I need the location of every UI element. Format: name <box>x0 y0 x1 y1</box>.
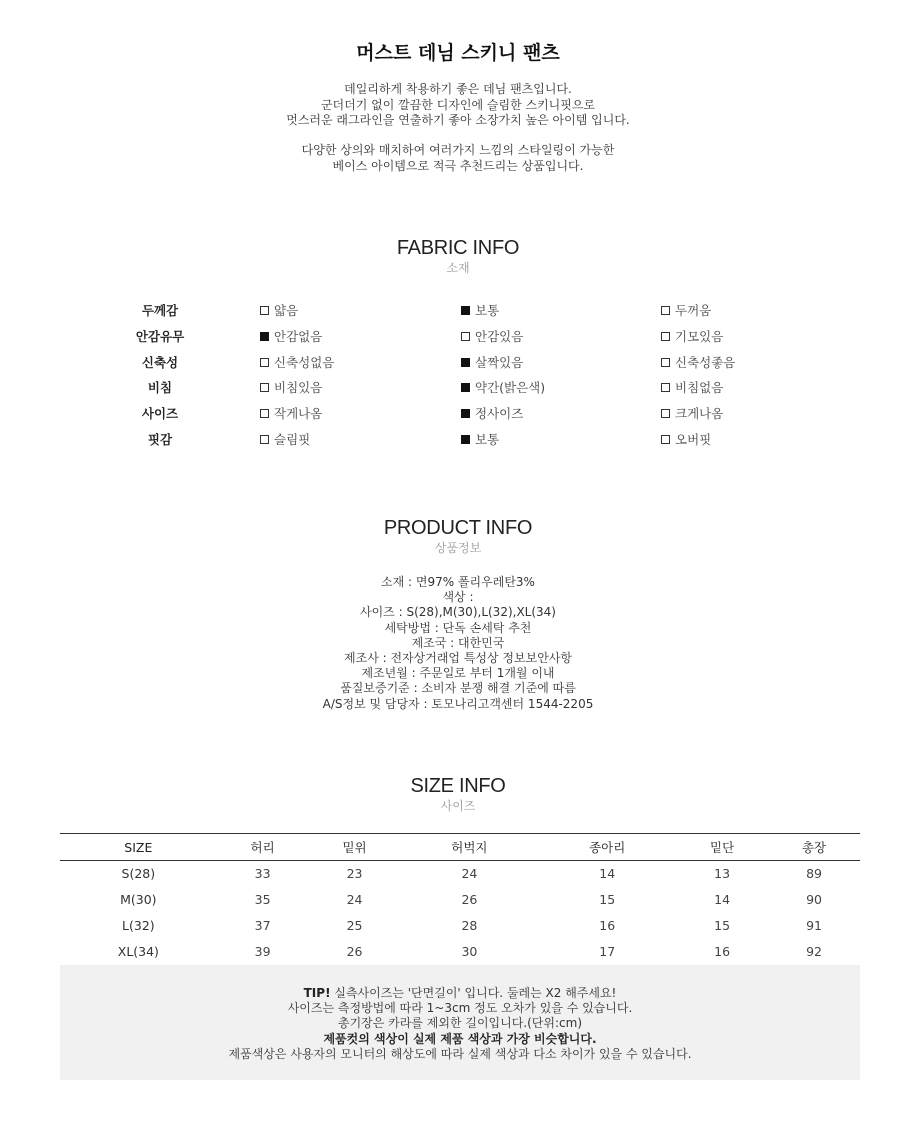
fabric-row <box>0 375 916 401</box>
table-row <box>60 913 860 939</box>
fabric-option-label: 슬림핏 <box>274 431 311 447</box>
product-info-line: 사이즈 : S(28),M(30),L(32),XL(34) <box>360 605 556 620</box>
fabric-option-label: 오버핏 <box>675 431 712 447</box>
measure-cell: 30 <box>461 944 478 959</box>
fabric-label: 두께감 <box>141 303 179 318</box>
size-header-cell: 밑위 <box>309 834 401 861</box>
fabric-option <box>461 353 523 371</box>
product-info-line: 소재 : 면97% 폴리우레탄3% <box>381 575 535 589</box>
measure-cell: 14 <box>714 892 731 907</box>
fabric-option-label: 비침있음 <box>274 380 323 396</box>
fabric-option <box>661 430 711 448</box>
fabric-label: 핏감 <box>147 431 173 447</box>
measure-cell: 28 <box>461 918 478 933</box>
measure-cell: 92 <box>806 944 822 959</box>
size-header-cell: 허리 <box>217 834 309 861</box>
size-header-cell: SIZE <box>60 834 217 861</box>
product-info-line: 제조사 : 전자상거래업 특성상 정보보안사항 <box>344 651 572 666</box>
empty-box-icon <box>461 332 470 341</box>
fabric-option-label: 보통 <box>475 431 500 447</box>
fabric-option-label: 안감없음 <box>274 328 323 344</box>
product-info-line: 품질보증기준 : 소비자 분쟁 해결 기준에 따름 <box>340 681 576 696</box>
fabric-option <box>461 430 499 448</box>
size-tip-box <box>60 965 860 1080</box>
table-row <box>60 861 860 887</box>
empty-box-icon <box>661 435 670 444</box>
measure-cell: 17 <box>599 944 616 959</box>
size-table-header-row <box>60 834 860 861</box>
empty-box-icon <box>661 332 670 341</box>
size-header-cell: 종아리 <box>538 834 676 861</box>
empty-box-icon <box>260 306 269 315</box>
tip-line <box>60 1032 860 1047</box>
measure-cell: 24 <box>461 866 478 882</box>
fabric-label: 사이즈 <box>141 406 179 422</box>
product-title: 머스트 데님 스키니 팬츠 <box>356 42 560 64</box>
measure-cell: 33 <box>254 866 271 882</box>
product-info-line: 세탁방법 : 단독 손세탁 추천 <box>384 620 532 635</box>
empty-box-icon <box>260 409 269 418</box>
fabric-option-label: 약간(밝은색) <box>475 380 546 396</box>
checked-box-icon <box>461 358 470 367</box>
checked-box-icon <box>461 409 470 418</box>
section-title: PRODUCT INFO <box>383 517 533 539</box>
fabric-option-label: 작게나옴 <box>274 406 323 422</box>
intro-line: 다양한 상의와 매치하여 여러가지 느낌의 스타일링이 가능한 <box>301 143 615 157</box>
fabric-info-heading <box>0 237 916 276</box>
empty-box-icon <box>260 383 269 392</box>
measure-cell: 23 <box>346 866 363 882</box>
empty-box-icon <box>661 358 670 367</box>
size-header-cell: 밑단 <box>676 834 768 861</box>
empty-box-icon <box>260 358 269 367</box>
fabric-option <box>661 353 735 371</box>
table-row <box>60 939 860 965</box>
tip-line <box>60 986 860 1001</box>
section-subtitle: 사이즈 <box>440 799 476 813</box>
fabric-row <box>0 427 916 453</box>
size-cell: S(28) <box>121 866 156 882</box>
fabric-option <box>661 327 723 345</box>
fabric-option <box>461 301 499 319</box>
checked-box-icon <box>260 332 269 341</box>
fabric-label: 안감유무 <box>135 328 185 344</box>
fabric-option <box>461 327 523 345</box>
fabric-option-label: 두꺼움 <box>675 303 712 318</box>
size-cell: M(30) <box>120 892 157 907</box>
fabric-option <box>260 301 298 319</box>
table-row <box>60 887 860 913</box>
fabric-option <box>661 378 723 396</box>
product-info-line: 제조년월 : 주문일로 부터 1개월 이내 <box>361 666 555 681</box>
fabric-option-label: 보통 <box>475 303 500 318</box>
fabric-option <box>661 404 723 422</box>
intro-line: 멋스러운 래그라인을 연출하기 좋아 소장가치 높은 아이템 입니다. <box>286 113 630 127</box>
fabric-option <box>260 378 322 396</box>
fabric-row <box>0 298 916 324</box>
tip-line: 제품색상은 사용자의 모니터의 해상도에 따라 실제 색상과 다소 차이가 있을 수 있습니다. <box>228 1046 692 1061</box>
measure-cell: 26 <box>461 892 478 907</box>
measure-cell: 24 <box>346 892 363 907</box>
product-info-list <box>0 575 916 712</box>
checked-box-icon <box>461 306 470 315</box>
fabric-option <box>661 301 711 319</box>
measure-cell: 25 <box>346 918 363 933</box>
empty-box-icon <box>260 435 269 444</box>
fabric-row <box>0 401 916 427</box>
measure-cell: 14 <box>599 866 616 882</box>
fabric-info-table <box>0 298 916 453</box>
product-info-line: 제조국 : 대한민국 <box>411 635 505 650</box>
fabric-option-label: 정사이즈 <box>475 406 524 422</box>
tip-line: 총기장은 카라를 제외한 길이입니다.(단위:cm) <box>337 1016 583 1031</box>
measure-cell: 15 <box>599 892 616 907</box>
tip-bold-text: 제품컷의 색상이 실제 제품 색상과 가장 비슷합니다. <box>323 1031 597 1046</box>
measure-cell: 26 <box>346 944 363 959</box>
intro-line: 베이스 아이템으로 적극 추천드리는 상품입니다. <box>332 158 584 173</box>
fabric-option-label: 비침없음 <box>675 380 724 396</box>
fabric-option-label: 신축성좋음 <box>675 354 736 370</box>
tip-label: TIP! <box>303 986 331 1000</box>
intro-line: 군더더기 없이 깔끔한 디자인에 슬림한 스키니핏으로 <box>320 97 596 112</box>
checked-box-icon <box>461 435 470 444</box>
measure-cell: 35 <box>254 892 271 907</box>
fabric-option-label: 신축성없음 <box>274 354 335 370</box>
section-subtitle: 상품정보 <box>434 541 482 555</box>
fabric-option <box>260 353 334 371</box>
size-cell: XL(34) <box>117 944 159 959</box>
measure-cell: 39 <box>254 944 271 959</box>
size-header-cell: 총장 <box>768 834 860 861</box>
measure-cell: 37 <box>254 918 271 933</box>
tip-text: 실측사이즈는 '단면길이' 입니다. 둘레는 X2 해주세요! <box>334 986 617 1000</box>
intro-line: 데일리하게 착용하기 좋은 데님 팬츠입니다. <box>344 82 572 96</box>
empty-box-icon <box>661 409 670 418</box>
fabric-option-label: 살짝있음 <box>475 354 524 370</box>
section-title: SIZE INFO <box>410 775 506 797</box>
fabric-option <box>461 378 545 396</box>
size-header-cell: 허벅지 <box>400 834 538 861</box>
fabric-row <box>0 350 916 376</box>
section-title: FABRIC INFO <box>396 237 520 259</box>
fabric-option <box>461 404 523 422</box>
fabric-option-label: 기모있음 <box>675 328 724 344</box>
size-info-heading <box>0 775 916 814</box>
empty-box-icon <box>661 383 670 392</box>
intro-paragraph-1 <box>0 82 916 129</box>
fabric-row <box>0 324 916 350</box>
empty-box-icon <box>661 306 670 315</box>
intro-paragraph-2 <box>0 143 916 174</box>
measure-cell: 15 <box>714 918 731 933</box>
measure-cell: 89 <box>806 866 822 882</box>
fabric-option-label: 안감있음 <box>475 328 524 344</box>
fabric-option-label: 크게나옴 <box>675 406 724 422</box>
checked-box-icon <box>461 383 470 392</box>
fabric-option-label: 얇음 <box>274 303 299 318</box>
tip-line: 사이즈는 측정방법에 따라 1~3cm 정도 오차가 있을 수 있습니다. <box>287 1001 633 1016</box>
fabric-option <box>260 327 322 345</box>
product-info-line: A/S정보 및 담당자 : 토모나리고객센터 1544-2205 <box>322 696 594 711</box>
fabric-label: 비침 <box>147 380 173 396</box>
measure-cell: 91 <box>806 918 822 933</box>
measure-cell: 13 <box>714 866 731 882</box>
measure-cell: 16 <box>714 944 731 959</box>
size-cell: L(32) <box>122 918 155 933</box>
fabric-label: 신축성 <box>141 354 179 370</box>
measure-cell: 16 <box>599 918 616 933</box>
section-subtitle: 소재 <box>446 261 470 275</box>
fabric-option <box>260 404 322 422</box>
size-table <box>60 833 860 965</box>
fabric-option <box>260 430 310 448</box>
product-info-heading <box>0 517 916 556</box>
measure-cell: 90 <box>806 892 822 907</box>
product-info-line: 색상 : <box>442 590 474 605</box>
